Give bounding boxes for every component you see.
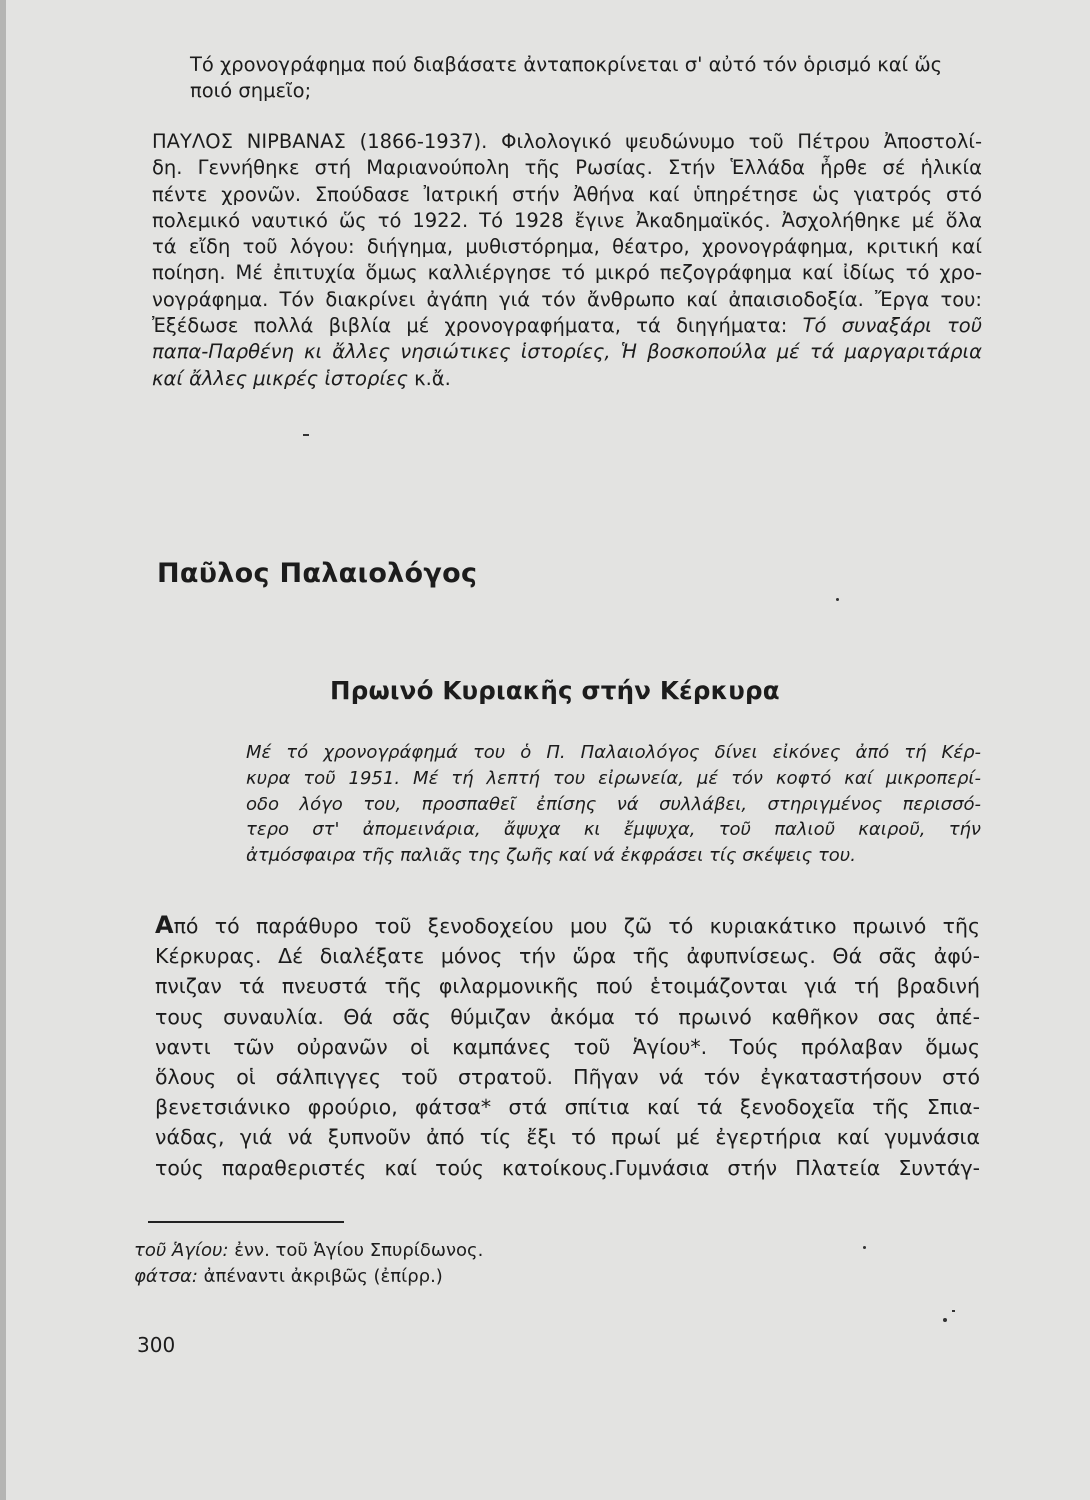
summary-line: Μέ τό χρονογράφημά του ὁ Π. Παλαιολόγος δίνει εἰκόνες ἀπό τή Κέρ- [246,742,981,763]
print-speck [863,1246,866,1249]
author-heading: Παῦλος Παλαιολόγος [157,558,478,589]
main-line: ὅλους οἱ σάλπιγγες τοῦ στρατοῦ. Πῆγαν νά τόν ἐγκαταστήσουν στό [155,1065,980,1090]
summary-line: κυρα τοῦ 1951. Μέ τή λεπτή του εἰρωνεία, μέ τόν κοφτό καί μικροπερί- [246,767,981,789]
print-speck [303,434,309,436]
page-number: 300 [137,1333,176,1357]
main-line-text: πό τό παράθυρο τοῦ ξενοδοχείου μου ζῶ τό κυριακάτικο πρωινό τῆς [173,914,980,938]
page-edge-shadow [0,0,6,1500]
drop-cap: Α [155,911,174,939]
intro-line: ποιό σημεῖο; [190,79,312,102]
print-speck [943,1318,947,1322]
main-line: Κέρκυρας. Δέ διαλέξατε μόνος τήν ὥρα τῆς ἀφυπνίσεως. Θά σᾶς ἀφύ- [155,944,980,969]
work-title: καί ἄλλες μικρές ἱστορίες [152,366,408,390]
main-text [155,910,980,1183]
bio-line: πέντε χρονῶν. Σπούδασε Ἰατρική στήν Ἀθήνα καί ὑπηρέτησε ὡς γιατρός στό [152,182,982,206]
intro-line: Τό χρονογράφημα πού διαβάσατε ἀνταποκρίνεται σ' αὐτό τόν ὁρισμό καί ὥς [190,53,943,76]
bio-line: τά εἴδη τοῦ λόγου: διήγημα, μυθιστόρημα, θέατρο, χρονογράφημα, κριτική καί [152,235,982,259]
footnote-divider [148,1221,344,1223]
bio-line: ποίηση. Μέ ἐπιτυχία ὅμως καλλιέργησε τό μικρό πεζογράφημα καί ἰδίως τό χρο- [152,261,982,285]
main-line: τους συναυλία. Θά σᾶς θύμιζαν ἀκόμα τό πρωινό καθῆκον σας ἀπέ- [155,1004,980,1029]
print-speck [952,1310,955,1312]
intro-question [190,52,980,104]
piece-title: Πρωινό Κυριακῆς στήν Κέρκυρα [330,676,780,705]
footnotes [134,1238,483,1290]
footnote-term: φάτσα: [134,1266,198,1287]
footnote-text: ἐνν. τοῦ Ἁγίου Σπυρίδωνος. [228,1240,484,1261]
summary-line: οδο λόγο του, προσπαθεῖ ἐπίσης νά συλλάβει, στηριγμένος περισσό- [246,793,981,815]
bio-line: νογράφημα. Τόν διακρίνει ἀγάπη γιά τόν ἄνθρωπο καί ἀπαισιοδοξία. Ἔργα του: [152,287,982,311]
summary-line: τερο στ' ἀπομεινάρια, ἄψυχα κι ἔμψυχα, τοῦ παλιοῦ καιροῦ, τήν [246,819,981,841]
bio-tail: κ.ἄ. [407,366,451,390]
main-line: βενετσιάνικο φρούριο, φάτσα* στά σπίτια καί τά ξενοδοχεῖα τῆς Σπια- [155,1095,980,1120]
main-line: τούς παραθεριστές καί τούς κατοίκους.Γυμνάσια στήν Πλατεία Συντάγ- [155,1155,980,1180]
bio-line: ΠΑΥΛΟΣ ΝΙΡΒΑΝΑΣ (1866-1937). Φιλολογικό ψευδώνυμο τοῦ Πέτρου Ἀποστολί- [152,130,982,153]
footnote [134,1238,483,1264]
bio-line: παπα-Παρθένη κι ἄλλες νησιώτικες ἱστορίες, Ἡ βοσκοπούλα μέ τά μαργαριτάρια [152,340,982,364]
bio-line: πολεμικό ναυτικό ὥς τό 1922. Τό 1928 ἔγινε Ἀκαδημαϊκός. Ἀσχολήθηκε μέ ὅλα [152,208,982,232]
summary-line: ἀτμόσφαιρα τῆς παλιᾶς της ζωῆς καί νά ἐκφράσει τίς σκέψεις του. [246,845,856,867]
main-line: πνιζαν τά πνευστά τῆς φιλαρμονικῆς πού ἑτοιμάζονται γιά τή βραδινή [155,974,980,999]
bio-line-text: Ἐξέδωσε πολλά βιβλία μέ χρονογραφήματα, τά διηγήματα: [152,314,788,338]
footnote [134,1264,483,1290]
piece-summary [246,740,981,869]
bio-line: δη. Γεννήθηκε στή Μαριανούπολη τῆς Ρωσίας. Στήν Ἑλλάδα ἦρθε σέ ἡλικία [152,156,982,180]
work-title: Τό συναξάρι τοῦ [802,314,982,338]
main-line: ναντι τῶν οὐρανῶν οἱ καμπάνες τοῦ Ἁγίου*. Τούς πρόλαβαν ὅμως [155,1034,980,1059]
main-line [155,910,980,941]
footnote-term: τοῦ Ἁγίου: [134,1240,229,1261]
author-biography [152,129,982,392]
footnote-text: ἀπέναντι ἀκριβῶς (ἐπίρρ.) [197,1266,443,1287]
print-speck [836,598,839,601]
main-line: νάδας, γιά νά ξυπνοῦν ἀπό τίς ἔξι τό πρωί μέ ἐγερτήρια καί γυμνάσια [155,1125,980,1150]
bio-line [152,313,982,339]
bio-line [152,366,982,392]
